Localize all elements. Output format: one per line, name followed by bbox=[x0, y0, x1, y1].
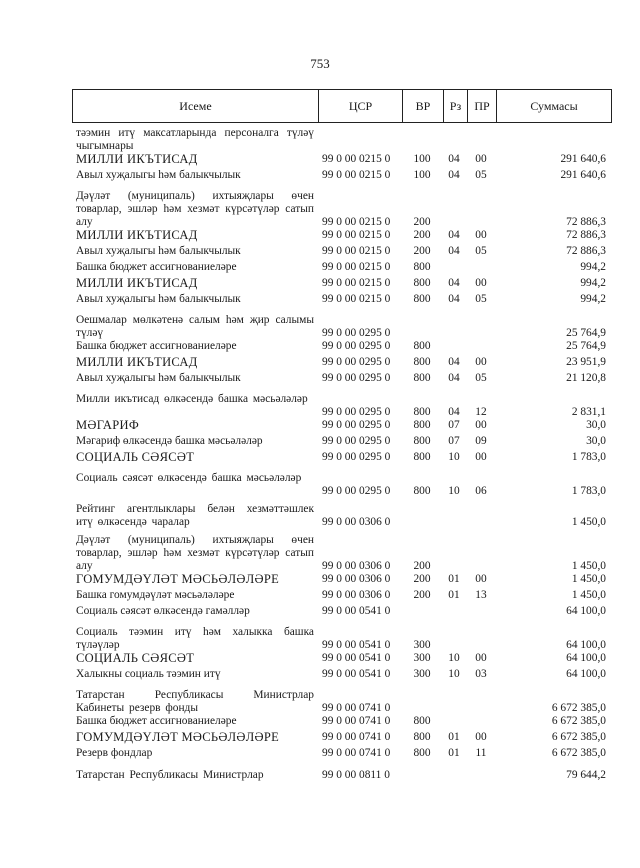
row-vr: 300 bbox=[413, 639, 431, 651]
header-vr: ВР bbox=[402, 90, 443, 122]
row-vr: 300 bbox=[413, 652, 431, 664]
row-csr: 99 0 00 0541 0 bbox=[322, 605, 391, 617]
row-vr: 800 bbox=[413, 451, 431, 463]
row-pr: 00 bbox=[475, 356, 487, 368]
row-rz: 04 bbox=[448, 372, 460, 384]
row-vr: 800 bbox=[413, 340, 431, 352]
row-vr: 200 bbox=[413, 589, 431, 601]
row-name: Дәүләт (муниципаль) ихтыяҗлары өчен товарлар, эшләр һәм хезмәт күрсәтүләр сатып алу bbox=[76, 534, 314, 572]
row-csr: 99 0 00 0295 0 bbox=[322, 451, 391, 463]
row-sum: 1 783,0 bbox=[571, 485, 606, 497]
row-vr: 800 bbox=[413, 356, 431, 368]
row-name: Авыл хуҗалыгы һәм балыкчылык bbox=[76, 372, 241, 384]
row-name: СОЦИАЛЬ СӘЯСӘТ bbox=[76, 450, 195, 464]
header-csr: ЦСР bbox=[318, 90, 402, 122]
row-sum: 291 640,6 bbox=[560, 153, 606, 165]
row-csr: 99 0 00 0215 0 bbox=[322, 153, 391, 165]
page-number: 753 bbox=[310, 56, 330, 71]
row-vr: 800 bbox=[413, 293, 431, 305]
row-rz: 10 bbox=[448, 652, 460, 664]
row-pr bbox=[466, 765, 496, 785]
row-name: Рейтинг агентлыклары белән хезмәттәшлек итү өлкәсендә чаралар bbox=[76, 503, 314, 528]
table-row bbox=[76, 169, 606, 185]
row-csr: 99 0 00 0295 0 bbox=[322, 327, 391, 339]
row-pr: 03 bbox=[475, 668, 487, 680]
row-pr: 00 bbox=[475, 153, 487, 165]
row-csr: 99 0 00 0215 0 bbox=[322, 277, 391, 289]
row-pr: 05 bbox=[475, 293, 487, 305]
row-csr: 99 0 00 0541 0 bbox=[322, 639, 391, 651]
row-sum: 6 672 385,0 bbox=[551, 747, 606, 759]
row-rz bbox=[442, 601, 466, 621]
row-csr: 99 0 00 0306 0 bbox=[322, 589, 391, 601]
row-vr: 800 bbox=[413, 261, 431, 273]
row-name: Авыл хуҗалыгы һәм балыкчылык bbox=[76, 245, 241, 257]
row-csr: 99 0 00 0295 0 bbox=[322, 356, 391, 368]
row-pr: 00 bbox=[475, 229, 487, 241]
table-header bbox=[72, 89, 612, 123]
row-csr: 99 0 00 0741 0 bbox=[322, 715, 391, 727]
row-rz: 04 bbox=[448, 277, 460, 289]
row-vr: 100 bbox=[413, 153, 431, 165]
row-csr: 99 0 00 0215 0 bbox=[322, 293, 391, 305]
table-row bbox=[76, 763, 606, 785]
row-rz: 04 bbox=[448, 245, 460, 257]
row-csr: 99 0 00 0541 0 bbox=[322, 652, 391, 664]
row-sum: 21 120,8 bbox=[566, 372, 606, 384]
row-sum: 72 886,3 bbox=[566, 245, 606, 257]
row-name: Авыл хуҗалыгы һәм балыкчылык bbox=[76, 169, 241, 181]
row-vr bbox=[402, 765, 442, 785]
row-rz: 01 bbox=[448, 731, 460, 743]
row-rz: 07 bbox=[448, 419, 460, 431]
row-sum: 72 886,3 bbox=[566, 216, 606, 228]
row-pr bbox=[466, 601, 496, 621]
row-vr: 200 bbox=[413, 560, 431, 572]
table-row bbox=[76, 747, 606, 763]
row-sum: 64 100,0 bbox=[566, 668, 606, 680]
table-row bbox=[76, 605, 606, 621]
table-row bbox=[76, 467, 606, 498]
row-pr: 00 bbox=[475, 652, 487, 664]
row-vr: 800 bbox=[413, 419, 431, 431]
row-name: тәэмин итү максатларында персоналга түләү чыгымнары bbox=[76, 127, 314, 152]
row-csr: 99 0 00 0215 0 bbox=[322, 245, 391, 257]
row-vr: 800 bbox=[413, 435, 431, 447]
row-rz: 01 bbox=[448, 747, 460, 759]
row-vr: 200 bbox=[413, 229, 431, 241]
row-sum: 994,2 bbox=[580, 293, 606, 305]
row-vr: 800 bbox=[413, 747, 431, 759]
row-name: Татарстан Республикасы Министрлар bbox=[76, 769, 264, 781]
row-csr: 99 0 00 0306 0 bbox=[322, 560, 391, 572]
table-row bbox=[76, 185, 606, 229]
row-name: Башка бюджет ассигнованиеләре bbox=[76, 261, 237, 273]
row-name: Башка бюджет ассигнованиеләре bbox=[76, 340, 237, 352]
row-vr: 800 bbox=[413, 372, 431, 384]
row-vr bbox=[402, 601, 442, 621]
row-sum: 25 764,9 bbox=[566, 340, 606, 352]
row-csr: 99 0 00 0306 0 bbox=[322, 516, 391, 528]
row-rz: 04 bbox=[448, 406, 460, 418]
row-name: Башка гомумдәүләт мәсьәләләре bbox=[76, 589, 235, 601]
row-name: ГОМУМДӘҮЛӘТ МӘСЬӘЛӘЛӘРЕ bbox=[76, 572, 280, 586]
row-pr: 05 bbox=[475, 372, 487, 384]
table-row bbox=[76, 529, 606, 573]
row-pr: 12 bbox=[475, 406, 487, 418]
row-rz: 10 bbox=[448, 485, 460, 497]
row-csr: 99 0 00 0295 0 bbox=[322, 406, 391, 418]
row-name: ГОМУМДӘҮЛӘТ МӘСЬӘЛӘЛӘРЕ bbox=[76, 730, 280, 744]
header-sum: Суммасы bbox=[496, 90, 611, 122]
row-sum: 1 450,0 bbox=[571, 589, 606, 601]
row-name: Татарстан Республикасы Министрлар Кабинеты резерв фонды bbox=[76, 689, 314, 714]
row-rz: 10 bbox=[448, 451, 460, 463]
table-row bbox=[76, 498, 606, 529]
row-csr: 99 0 00 0295 0 bbox=[322, 435, 391, 447]
row-sum: 994,2 bbox=[580, 277, 606, 289]
row-pr: 06 bbox=[475, 485, 487, 497]
row-sum: 1 450,0 bbox=[571, 516, 606, 528]
row-csr: 99 0 00 0295 0 bbox=[322, 485, 391, 497]
row-sum: 72 886,3 bbox=[566, 229, 606, 241]
row-sum: 64 100,0 bbox=[566, 605, 606, 617]
row-vr: 200 bbox=[413, 216, 431, 228]
row-rz: 10 bbox=[448, 668, 460, 680]
row-csr: 99 0 00 0295 0 bbox=[322, 419, 391, 431]
row-csr: 99 0 00 0811 0 bbox=[322, 769, 390, 781]
row-name: МИЛЛИ ИКЪТИСАД bbox=[76, 152, 198, 166]
row-name: Милли икътисад өлкәсендә башка мәсьәләләр bbox=[76, 393, 308, 405]
row-name: Башка бюджет ассигнованиеләре bbox=[76, 715, 237, 727]
row-sum: 64 100,0 bbox=[566, 652, 606, 664]
table-row bbox=[76, 293, 606, 309]
row-rz: 04 bbox=[448, 169, 460, 181]
row-sum: 64 100,0 bbox=[566, 639, 606, 651]
header-rz: Рз bbox=[443, 90, 467, 122]
header-pr: ПР bbox=[467, 90, 496, 122]
row-sum: 2 831,1 bbox=[571, 406, 606, 418]
table-body bbox=[76, 125, 606, 785]
row-csr: 99 0 00 0215 0 bbox=[322, 261, 391, 273]
row-name: Авыл хуҗалыгы һәм балыкчылык bbox=[76, 293, 241, 305]
row-vr: 100 bbox=[413, 169, 431, 181]
table-row bbox=[76, 451, 606, 467]
row-csr: 99 0 00 0306 0 bbox=[322, 573, 391, 585]
row-rz: 01 bbox=[448, 589, 460, 601]
row-sum: 6 672 385,0 bbox=[551, 731, 606, 743]
row-sum: 1 450,0 bbox=[571, 573, 606, 585]
row-csr: 99 0 00 0541 0 bbox=[322, 668, 391, 680]
row-rz: 04 bbox=[448, 153, 460, 165]
row-vr: 200 bbox=[413, 245, 431, 257]
row-name: Резерв фондлар bbox=[76, 747, 153, 759]
row-vr: 800 bbox=[413, 277, 431, 289]
header-name: Исеме bbox=[179, 98, 212, 113]
row-sum: 994,2 bbox=[580, 261, 606, 273]
row-vr: 800 bbox=[413, 485, 431, 497]
row-pr: 00 bbox=[475, 451, 487, 463]
row-pr: 09 bbox=[475, 435, 487, 447]
row-name: МИЛЛИ ИКЪТИСАД bbox=[76, 228, 198, 242]
row-pr: 00 bbox=[475, 277, 487, 289]
row-name: Оешмалар мөлкәтенә салым һәм җир салымы түләү bbox=[76, 314, 314, 339]
row-vr: 800 bbox=[413, 406, 431, 418]
row-csr: 99 0 00 0215 0 bbox=[322, 229, 391, 241]
row-sum: 23 951,9 bbox=[566, 356, 606, 368]
row-name: Дәүләт (муниципаль) ихтыяҗлары өчен товарлар, эшләр һәм хезмәт күрсәтүләр сатып алу bbox=[76, 190, 314, 228]
row-csr: 99 0 00 0295 0 bbox=[322, 340, 391, 352]
row-rz: 04 bbox=[448, 293, 460, 305]
table-row bbox=[76, 668, 606, 684]
row-rz bbox=[442, 765, 466, 785]
row-sum: 25 764,9 bbox=[566, 327, 606, 339]
row-vr: 300 bbox=[413, 668, 431, 680]
row-csr: 99 0 00 0741 0 bbox=[322, 747, 391, 759]
row-sum: 79 644,2 bbox=[566, 769, 606, 781]
row-csr: 99 0 00 0741 0 bbox=[322, 702, 391, 714]
row-sum: 6 672 385,0 bbox=[551, 702, 606, 714]
row-name: СОЦИАЛЬ СӘЯСӘТ bbox=[76, 651, 195, 665]
row-sum: 291 640,6 bbox=[560, 169, 606, 181]
row-name: Халыкны социаль тәэмин итү bbox=[76, 668, 221, 680]
row-vr: 800 bbox=[413, 715, 431, 727]
row-csr: 99 0 00 0741 0 bbox=[322, 731, 391, 743]
row-sum: 30,0 bbox=[586, 419, 606, 431]
row-name: Социаль тәэмин итү һәм халыкка башка түләүләр bbox=[76, 626, 314, 651]
row-vr: 800 bbox=[413, 731, 431, 743]
row-sum: 6 672 385,0 bbox=[551, 715, 606, 727]
row-pr: 13 bbox=[475, 589, 487, 601]
row-name: МИЛЛИ ИКЪТИСАД bbox=[76, 355, 198, 369]
row-pr: 00 bbox=[475, 419, 487, 431]
row-vr: 200 bbox=[413, 573, 431, 585]
row-rz: 04 bbox=[448, 356, 460, 368]
row-csr: 99 0 00 0215 0 bbox=[322, 169, 391, 181]
row-sum: 1 450,0 bbox=[571, 560, 606, 572]
row-name: МИЛЛИ ИКЪТИСАД bbox=[76, 276, 198, 290]
row-pr: 05 bbox=[475, 245, 487, 257]
row-sum: 30,0 bbox=[586, 435, 606, 447]
row-rz: 04 bbox=[448, 229, 460, 241]
row-pr: 11 bbox=[475, 747, 487, 759]
row-pr: 00 bbox=[475, 731, 487, 743]
row-name: Социаль сәясәт өлкәсендә башка мәсьәләләр bbox=[76, 472, 302, 484]
row-pr: 05 bbox=[475, 169, 487, 181]
table-row bbox=[76, 372, 606, 388]
row-csr: 99 0 00 0215 0 bbox=[322, 216, 391, 228]
row-rz: 07 bbox=[448, 435, 460, 447]
row-name: Социаль сәясәт өлкәсендә гамәлләр bbox=[76, 605, 250, 617]
row-pr: 00 bbox=[475, 573, 487, 585]
row-sum: 1 783,0 bbox=[571, 451, 606, 463]
row-name: Мәгариф өлкәсендә башка мәсьәләләр bbox=[76, 435, 263, 447]
row-rz: 01 bbox=[448, 573, 460, 585]
row-name: МӘГАРИФ bbox=[76, 418, 139, 432]
row-csr: 99 0 00 0295 0 bbox=[322, 372, 391, 384]
